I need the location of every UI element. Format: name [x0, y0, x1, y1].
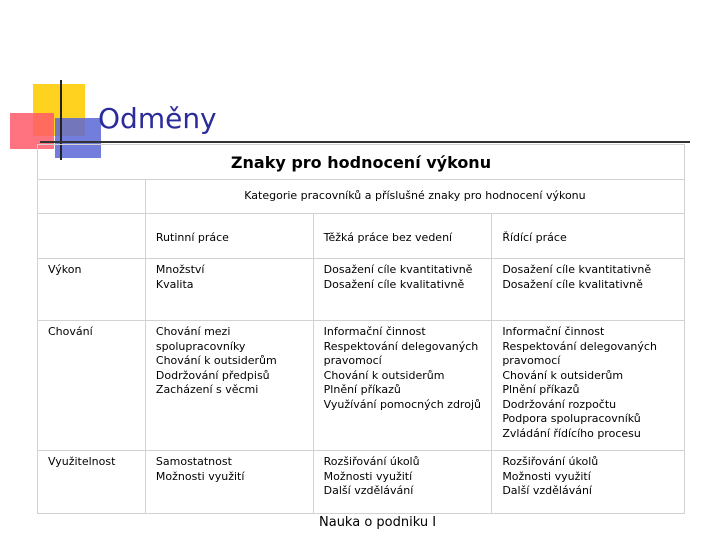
cell-line: Rozšiřování úkolů	[323, 455, 420, 468]
table-subheading: Kategorie pracovníků a příslušné znaky pro hodnocení výkonu	[145, 180, 684, 214]
cell-line: Možnosti využití	[323, 469, 413, 483]
cell-line: Dosažení cíle kvalitativně	[323, 277, 465, 291]
table-row	[38, 321, 685, 451]
column-header-row	[38, 214, 685, 259]
cell-line: Možnosti využití	[155, 469, 245, 483]
table-cell	[145, 259, 313, 321]
column-header: Těžká práce bez vedení	[313, 214, 492, 259]
cell-line: Dosažení cíle kvantitativně	[323, 263, 473, 276]
slide-title: Odměny	[98, 102, 217, 135]
cell-line: Zacházení s věcmi	[155, 383, 259, 396]
cell-line: Chování k outsiderům	[502, 368, 624, 382]
column-header: Řídící práce	[492, 214, 685, 259]
cell-line: Další vzdělávání	[502, 484, 592, 497]
cell-line: pravomocí	[502, 354, 561, 367]
cell-line: spolupracovníky	[155, 339, 246, 353]
table-cell	[145, 321, 313, 451]
cell-line: Samostatnost	[155, 455, 232, 468]
row-label: Výkon	[38, 259, 146, 321]
cell-line: Podpora spolupracovníků	[502, 412, 641, 425]
cell-line: Chování k outsiderům	[155, 354, 277, 367]
cell-line: Chování k outsiderům	[323, 368, 445, 382]
cell-line: Zvládání řídícího procesu	[502, 426, 641, 440]
empty-cell	[38, 180, 146, 214]
cell-line: Chování mezi	[155, 325, 231, 338]
cell-line: Informační činnost	[323, 325, 426, 338]
cell-line: Využívání pomocných zdrojů	[323, 397, 481, 411]
table-cell	[492, 321, 685, 451]
cell-line: Další vzdělávání	[323, 484, 414, 497]
row-label: Chování	[38, 321, 146, 451]
cell-line: Dodržování předpisů	[155, 368, 270, 382]
table-heading-row	[38, 145, 685, 180]
table-row	[38, 451, 685, 514]
cell-line: Plnění příkazů	[323, 383, 401, 396]
cell-line: Dosažení cíle kvalitativně	[502, 277, 643, 291]
cell-line: pravomocí	[323, 354, 382, 367]
column-header: Rutinní práce	[145, 214, 313, 259]
cell-line: Informační činnost	[502, 325, 605, 338]
cell-line: Dodržování rozpočtu	[502, 397, 617, 411]
table-cell	[313, 259, 492, 321]
table-cell	[492, 451, 685, 514]
row-label: Využitelnost	[38, 451, 146, 514]
cell-line: Množství	[155, 263, 205, 276]
cell-line: Plnění příkazů	[502, 383, 580, 396]
table-cell	[313, 451, 492, 514]
evaluation-table	[37, 144, 685, 514]
cell-line: Možnosti využití	[502, 469, 591, 483]
cell-line: Kvalita	[155, 277, 194, 291]
cell-line: Rozšiřování úkolů	[502, 455, 599, 468]
cell-line: Dosažení cíle kvantitativně	[502, 263, 652, 276]
table-cell	[492, 259, 685, 321]
cell-line: Respektování delegovaných	[502, 339, 657, 353]
decor-horizontal-line	[40, 141, 690, 143]
cell-line: Respektování delegovaných	[323, 339, 479, 353]
table-subheading-row	[38, 180, 685, 214]
empty-cell	[38, 214, 146, 259]
table-heading: Znaky pro hodnocení výkonu	[38, 145, 685, 180]
table-cell	[145, 451, 313, 514]
slide-footer: Nauka o podniku I	[319, 515, 437, 530]
table-cell	[313, 321, 492, 451]
table-row	[38, 259, 685, 321]
